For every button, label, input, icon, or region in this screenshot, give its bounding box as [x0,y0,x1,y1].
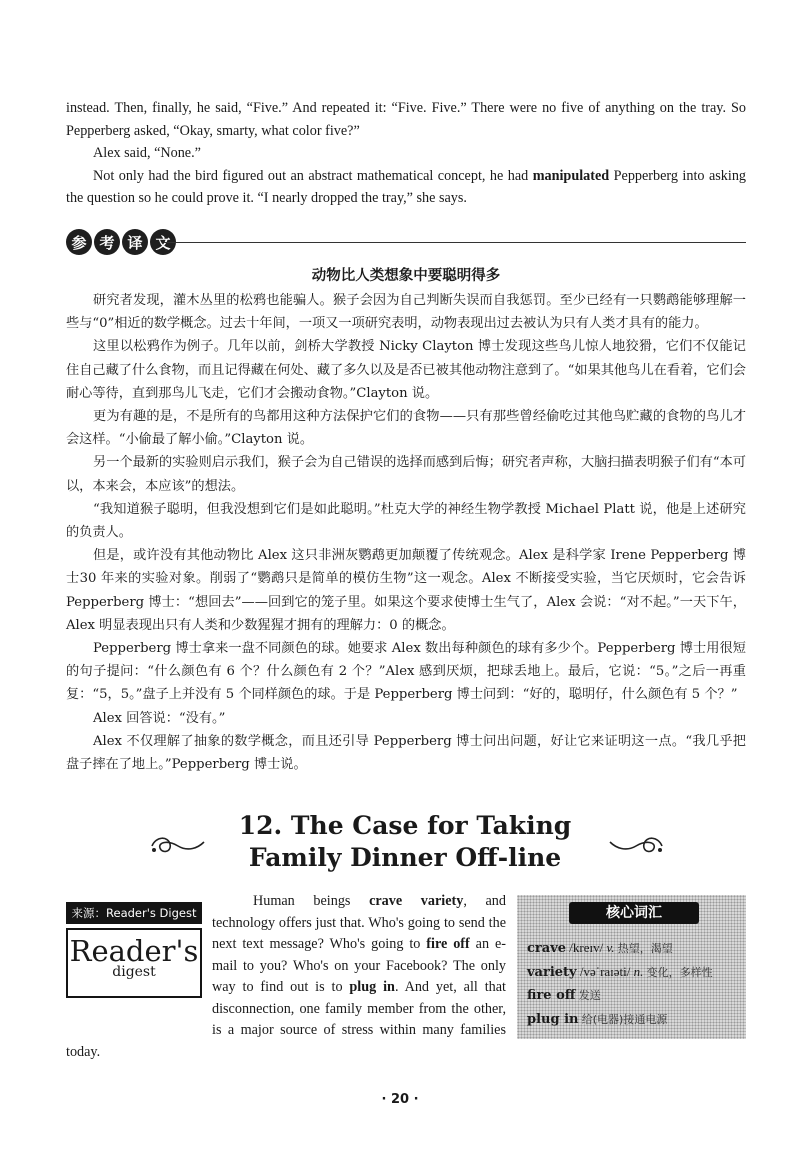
vocab-pos: n. [633,963,647,979]
divider-line [164,242,746,243]
vocab-item [527,937,713,961]
vocab-definition: 发送 [578,989,601,1002]
vocab-definition: 给(电器)接通电源 [581,1012,668,1026]
vocab-item [527,984,713,1008]
text-run: Pepperberg into asking the question so he could prove it. “I nearly dropped the tray,” she says. [66,167,747,206]
vocab-phonetic: /vəˈraɪəti/ [576,963,634,979]
article-title [200,810,610,874]
keyword: variety [420,893,464,909]
text-run: Human beings [253,893,370,909]
vocab-word: plug in [527,1011,579,1027]
translation-title: 动物比人类想象中要聪明得多 [311,268,501,284]
vocab-word: crave [527,941,567,956]
text-run: . And yet, all that disconnection, one family member from the other, is a major source of stress within many families today. [66,979,506,1060]
float-spacer [66,891,212,1022]
keyword: fire off [426,936,470,952]
article-body [66,891,506,1063]
logo-title: Reader's [69,934,199,968]
keyword: manipulated [532,167,610,184]
text-run: an e-mail to you? Who's on your Facebook? The only way to find out is to [212,936,507,995]
paragraph: instead. Then, finally, he said, “Five.” And repeated it: “Five. Five.” There were no five of anything on the tray. So Pepperberg asked, “Okay, smarty, what color five?” [66,100,746,139]
keyword: plug in [349,979,395,995]
text-run: Not only had the bird figured out an abstract mathematical concept, he had [93,167,533,184]
paragraph: 更为有趣的是，不是所有的鸟都用这种方法保护它们的食物——只有那些曾经偷吃过其他鸟贮藏的食物的鸟儿才会这样。“小偷最了解小偷。”Clayton 说。 [66,409,746,448]
vocabulary-title: 核心词汇 [569,902,699,924]
reference-translation-header [66,229,746,257]
badge: 译 [122,229,148,255]
source-label: 来源：Reader's Digest [66,902,202,924]
paragraph [66,165,746,210]
badge: 考 [94,229,120,255]
page-number: · 20 · [381,1092,419,1107]
title-line: Family Dinner Off-line [248,843,562,872]
paragraph: “我知道猴子聪明，但我没想到它们是如此聪明。”杜克大学的神经生物学教授 Michael Platt 说，他是上述研究的负责人。 [66,501,746,541]
paragraph: 这里以松鸦作为例子。几年以前，剑桥大学教授 Nicky Clayton 博士发现这些鸟儿惊人地狡猾，它们不仅能记住自己藏了什么食物，而且记得藏在何处、藏了多久以及是否已被其他动物注意到了。“如果其他鸟儿在看着，它们会耐心等待，直到那鸟儿飞走，它们才会搬动食物。”Clayton 说。 [66,339,746,401]
badge: 参 [66,229,92,255]
right-ornament-icon [606,830,666,860]
vocab-phonetic: /kreɪv/ [566,940,607,955]
paragraph: 研究者发现，灌木丛里的松鸦也能骗人。猴子会因为自己判断失误而自我惩罚。至少已经有一只鹦鹉能够理解一些与“0”相近的数学概念。过去十年间，一项又一项研究表明，动物表现出过去被认为只有人类才具有的能力。 [66,293,746,332]
english-passage [66,97,746,210]
vocab-definition: 热望，渴望 [617,942,673,955]
vocab-pos: v. [606,940,618,955]
vocab-word: variety [527,964,577,980]
paragraph: 但是，或许没有其他动物比 Alex 这只非洲灰鹦鹉更加颠覆了传统观念。Alex 是科学家 Irene Pepperberg 博士30 年来的实验对象。削弱了“鹦鹉只是简单的模仿生物”这一观念。Alex 不断接受实验，当它厌烦时，它会告诉Pepperberg 博士：“想回去”——回到它的笼子里。如果这个要求使博士生气了，Alex 会说：“对不起。”一天下午，Alex 明显表现出只有人类和少数猩猩才拥有的理解力：0 的概念。 [66,548,746,633]
vocabulary-box [517,895,746,1039]
vocab-item [527,1008,713,1032]
text-run: , and technology offers just that. Who's going to send the next text message? Who's going to [212,893,506,952]
vocab-item [527,961,713,985]
title-line: 12. The Case for Taking [238,811,572,840]
vocab-definition: 变化，多样性 [646,965,713,979]
vocab-word: fire off [527,988,576,1003]
badge-group [66,229,176,255]
left-ornament-icon [148,830,208,860]
badge: 文 [150,229,176,255]
paragraph: Alex 回答说：“没有。” [93,710,226,726]
keyword: crave [369,893,403,909]
translation-body [66,289,746,776]
logo-subtitle: digest [112,964,156,980]
text-run [402,893,421,909]
vocabulary-list [527,937,713,1031]
paragraph: Alex said, “None.” [93,145,201,161]
paragraph: 另一个最新的实验则启示我们，猴子会为自己错误的选择而感到后悔；研究者声称，大脑扫描表明猴子们有“本可以，本来会，本应该”的想法。 [66,455,746,494]
paragraph: Alex 不仅理解了抽象的数学概念，而且还引导 Pepperberg 博士问出问题，好让它来证明这一点。“我几乎把盘子摔在了地上。”Pepperberg 博士说。 [66,733,746,773]
paragraph: Pepperberg 博士拿来一盘不同颜色的球。她要求 Alex 数出每种颜色的球有多少个。Pepperberg 博士用很短的句子提问：“什么颜色有 6 个？什么颜色有 2 个？”Alex 感到厌烦，把球丢地上。最后，它说：“5。”之后一再重复：“5，5。”盘子上并没有 5 个同样颜色的球。于是 Pepperberg 博士问到：“好的，聪明仔，什么颜色有 5 个？” [66,641,746,703]
